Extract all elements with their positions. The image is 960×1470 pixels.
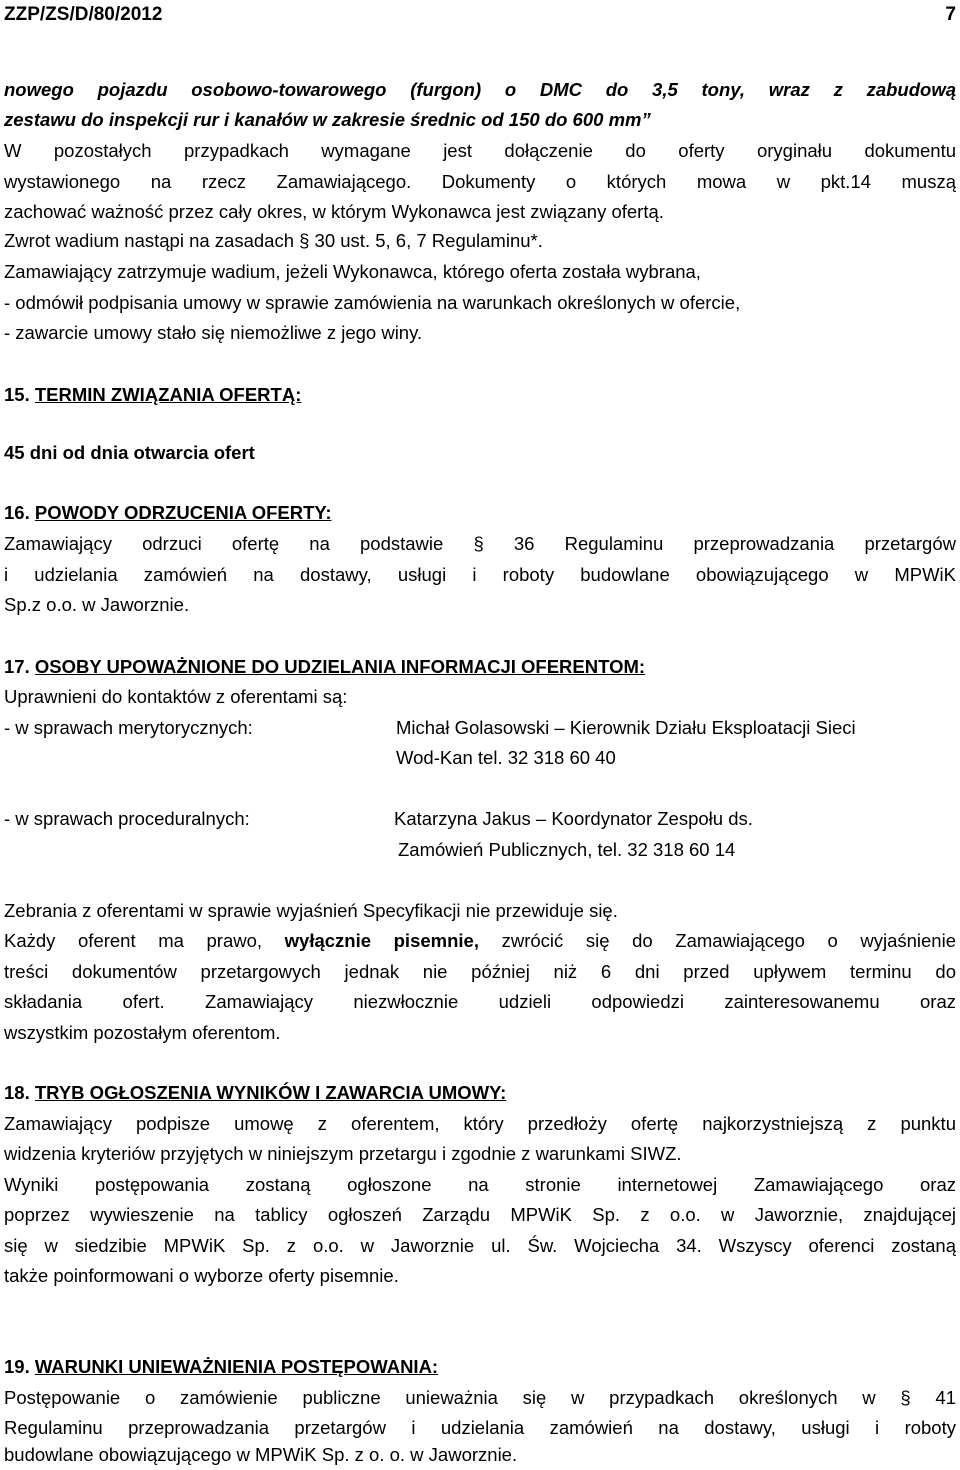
- section-16-line-1: Zamawiający odrzuci ofertę na podstawie § 36 Regulaminu przeprowadzania przetargów: [4, 533, 956, 554]
- intro-line-6: Zwrot wadium nastąpi na zasadach § 30 ust. 5, 6, 7 Regulaminu*.: [4, 230, 543, 251]
- section-17-paragraph-1: Zebrania z oferentami w sprawie wyjaśnień Specyfikacji nie przewiduje się.: [4, 900, 618, 921]
- section-19-heading: [4, 1352, 956, 1382]
- intro-line-5: zachować ważność przez cały okres, w którym Wykonawca jest związany ofertą.: [4, 201, 664, 222]
- section-19-number: 19.: [4, 1356, 30, 1377]
- section-16-title: POWODY ODRZUCENIA OFERTY:: [34, 502, 332, 523]
- intro-line-9: - zawarcie umowy stało się niemożliwe z jego winy.: [4, 322, 423, 343]
- section-16-line-3: Sp.z o.o. w Jaworznie.: [4, 594, 190, 615]
- section-17-intro: Uprawnieni do kontaktów z oferentami są:: [4, 686, 348, 707]
- contact-merit-row-2: [4, 743, 956, 773]
- section-18-line-3: Wyniki postępowania zostaną ogłoszone na stronie internetowej Zamawiającego oraz: [4, 1174, 956, 1195]
- paragraph-2-text-a: Każdy oferent ma prawo,: [4, 930, 285, 951]
- section-17-paragraph-2-line-4: wszystkim pozostałym oferentom.: [4, 1022, 281, 1043]
- section-18-line-5: się w siedzibie MPWiK Sp. z o.o. w Jaworznie ul. Św. Wojciecha 34. Wszyscy oferenci zostaną: [4, 1235, 956, 1256]
- section-16-heading: [4, 498, 956, 528]
- contact-procedural-phone: Zamówień Publicznych, tel. 32 318 60 14: [398, 839, 736, 860]
- section-18-title: TRYB OGŁOSZENIA WYNIKÓW I ZAWARCIA UMOWY:: [34, 1082, 507, 1103]
- section-17-paragraph-2-line-1: [4, 926, 956, 956]
- intro-line-1: nowego pojazdu osobowo-towarowego (furgon) o DMC do 3,5 tony, wraz z zabudową: [4, 79, 956, 100]
- section-16-number: 16.: [4, 502, 30, 523]
- paragraph-2-bold: wyłącznie pisemnie,: [284, 930, 479, 951]
- document-id: ZZP/ZS/D/80/2012: [4, 4, 163, 25]
- section-18-number: 18.: [4, 1082, 30, 1103]
- section-17-number: 17.: [4, 656, 30, 677]
- intro-line-2: zestawu do inspekcji rur i kanałów w zakresie średnic od 150 do 600 mm”: [4, 109, 651, 130]
- section-15-heading: [4, 380, 956, 410]
- intro-line-3: W pozostałych przypadkach wymagane jest dołączenie do oferty oryginału dokumentu: [4, 140, 956, 161]
- section-19-line-3: budowlane obowiązującego w MPWiK Sp. z o. o. w Jaworznie.: [4, 1444, 518, 1465]
- contact-procedural-label: - w sprawach proceduralnych:: [4, 808, 250, 829]
- contact-merit-person: Michał Golasowski – Kierownik Działu Eksploatacji Sieci: [396, 717, 856, 738]
- section-15-body: 45 dni od dnia otwarcia ofert: [4, 442, 255, 463]
- section-18-line-6: także poinformowani o wyborze oferty pisemnie.: [4, 1265, 399, 1286]
- section-16-line-2: i udzielania zamówień na dostawy, usługi i roboty budowlane obowiązującego w MPWiK: [4, 564, 956, 585]
- contact-procedural-row-2: [4, 835, 956, 865]
- section-18-line-1: Zamawiający podpisze umowę z oferentem, który przedłoży ofertę najkorzystniejszą z punktu: [4, 1113, 956, 1134]
- contact-merit-label: - w sprawach merytorycznych:: [4, 717, 253, 738]
- section-19-title: WARUNKI UNIEWAŻNIENIA POSTĘPOWANIA:: [34, 1356, 439, 1377]
- section-17-paragraph-2-line-3: składania ofert. Zamawiający niezwłocznie udzieli odpowiedzi zainteresowanemu oraz: [4, 991, 956, 1012]
- contact-merit-phone: Wod-Kan tel. 32 318 60 40: [396, 747, 616, 768]
- intro-line-4: wystawionego na rzecz Zamawiającego. Dokumenty o których mowa w pkt.14 muszą: [4, 171, 956, 192]
- section-19-line-1: Postępowanie o zamówienie publiczne unieważnia się w przypadkach określonych w § 41: [4, 1387, 956, 1408]
- section-17-heading: [4, 652, 956, 682]
- contact-procedural-person: Katarzyna Jakus – Koordynator Zespołu ds.: [394, 808, 753, 829]
- paragraph-2-text-b: zwrócić się do Zamawiającego o wyjaśnienie: [478, 930, 956, 951]
- section-18-line-4: poprzez wywieszenie na tablicy ogłoszeń Zarządu MPWiK Sp. z o.o. w Jaworznie, znajdującej: [4, 1204, 956, 1225]
- section-18-heading: [4, 1078, 956, 1108]
- intro-line-8: - odmówił podpisania umowy w sprawie zamówienia na warunkach określonych w ofercie,: [4, 292, 741, 313]
- section-15-number: 15.: [4, 384, 30, 405]
- section-19-line-2: Regulaminu przeprowadzania przetargów i udzielania zamówień na dostawy, usługi i roboty: [4, 1417, 956, 1438]
- section-17-title: OSOBY UPOWAŻNIONE DO UDZIELANIA INFORMACJI OFERENTOM:: [34, 656, 646, 677]
- contact-procedural-row: [4, 804, 956, 834]
- section-17-paragraph-2-line-2: treści dokumentów przetargowych jednak nie później niż 6 dni przed upływem terminu do: [4, 961, 956, 982]
- intro-line-7: Zamawiający zatrzymuje wadium, jeżeli Wykonawca, którego oferta została wybrana,: [4, 261, 701, 282]
- contact-merit-row: [4, 713, 956, 743]
- section-15-title: TERMIN ZWIĄZANIA OFERTĄ:: [34, 384, 302, 405]
- page-number: 7: [945, 4, 956, 25]
- section-18-line-2: widzenia kryteriów przyjętych w niniejszym przetargu i zgodnie z warunkami SIWZ.: [4, 1143, 682, 1164]
